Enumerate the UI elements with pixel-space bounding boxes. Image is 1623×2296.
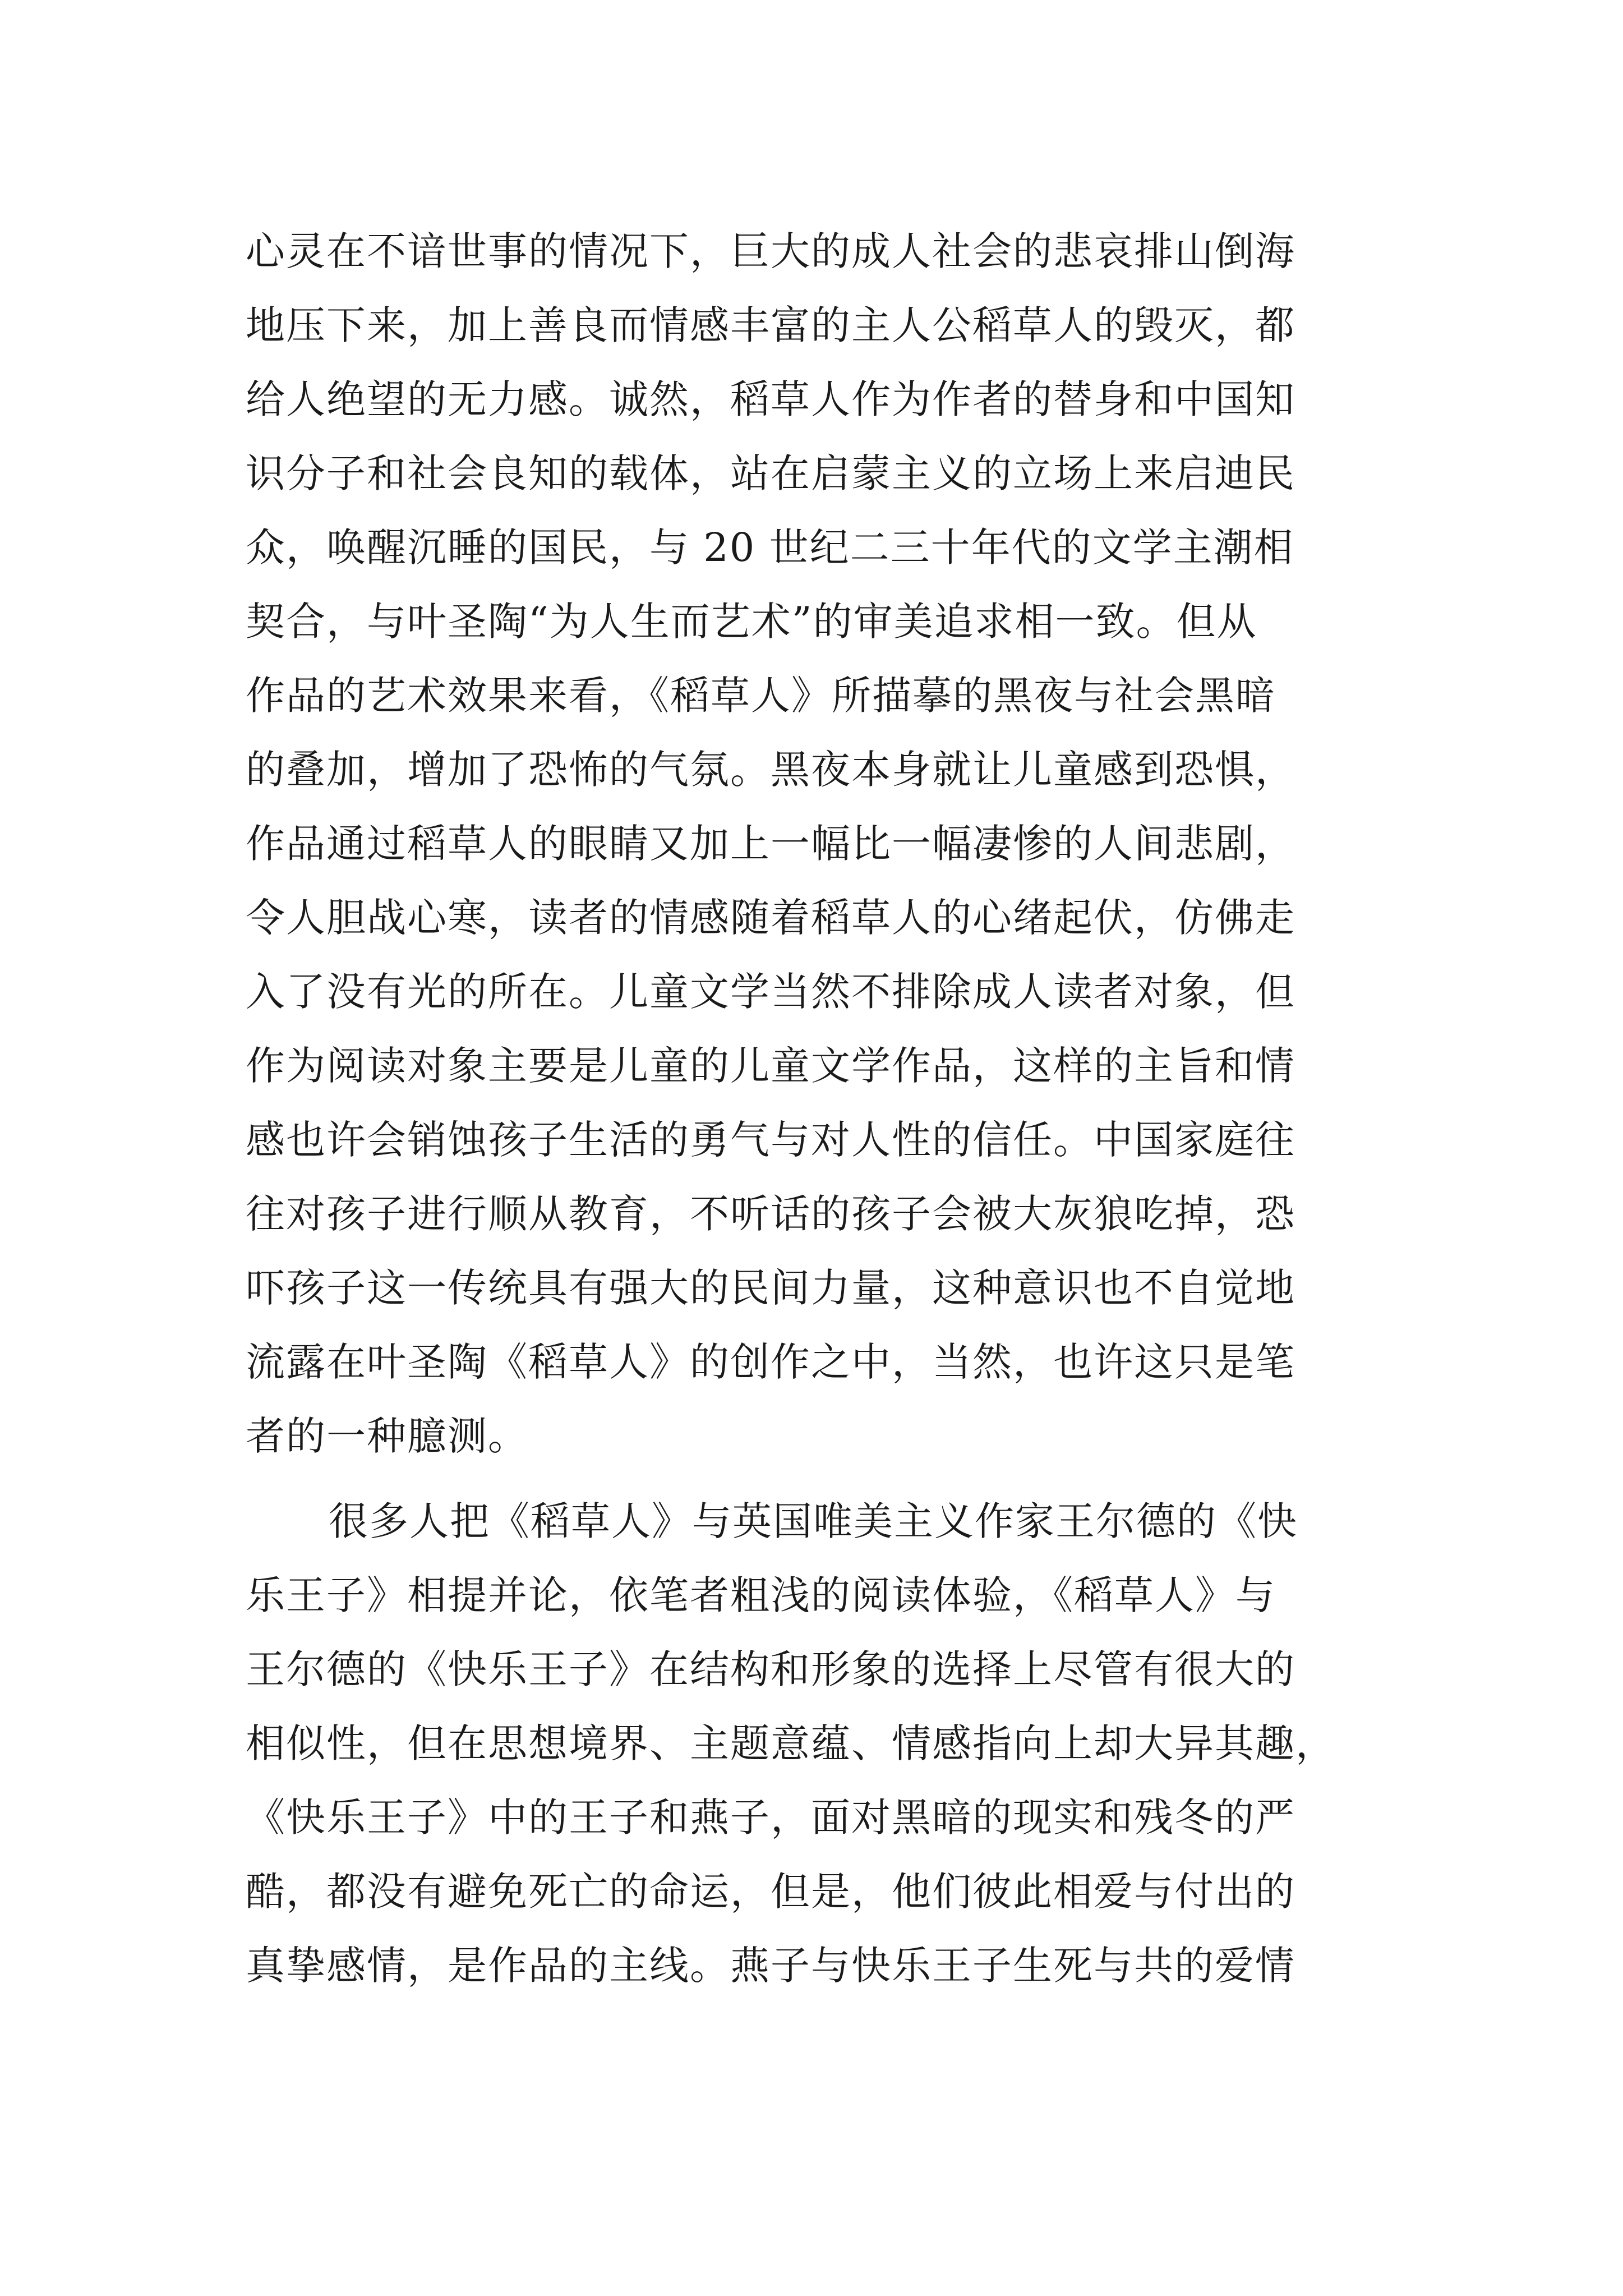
text-line: 吓孩子这一传统具有强大的民间力量，这种意识也不自觉地: [246, 1265, 1295, 1311]
paragraph-gap: [246, 1473, 1390, 1484]
text-line: 乐王子》相提并论，依笔者粗浅的阅读体验，《稻草人》与: [246, 1572, 1276, 1618]
text-line: 酷，都没有避免死亡的命运，但是，他们彼此相爱与付出的: [246, 1869, 1295, 1915]
text-line: 给人绝望的无力感。诚然，稻草人作为作者的替身和中国知: [246, 376, 1295, 422]
paragraph-2: [246, 1484, 1390, 2003]
text-line: 真挚感情，是作品的主线。燕子与快乐王子生死与共的爱情: [246, 1943, 1295, 1989]
paragraph-1: [246, 214, 1390, 1473]
text-line: 入了没有光的所在。儿童文学当然不排除成人读者对象，但: [246, 969, 1295, 1015]
text-line: 作品的艺术效果来看，《稻草人》所描摹的黑夜与社会黑暗: [246, 673, 1276, 719]
text-line: 地压下来，加上善良而情感丰富的主人公稻草人的毁灭，都: [246, 302, 1295, 348]
text-line: 众，唤醒沉睡的国民，与 20 世纪二三十年代的文学主潮相: [246, 524, 1294, 570]
text-line: 很多人把《稻草人》与英国唯美主义作家王尔德的《快: [329, 1498, 1298, 1544]
text-line: 的叠加，增加了恐怖的气氛。黑夜本身就让儿童感到恐惧，: [246, 747, 1295, 793]
text-line: 流露在叶圣陶《稻草人》的创作之中，当然，也许这只是笔: [246, 1339, 1295, 1385]
text-line: 往对孩子进行顺从教育，不听话的孩子会被大灰狼吃掉，恐: [246, 1191, 1295, 1237]
text-line: 者的一种臆测。: [246, 1413, 528, 1459]
text-line: 感也许会销蚀孩子生活的勇气与对人性的信任。中国家庭往: [246, 1117, 1295, 1163]
body-text: [246, 214, 1390, 2003]
text-line: 王尔德的《快乐王子》在结构和形象的选择上尽管有很大的: [246, 1646, 1295, 1692]
text-line: 识分子和社会良知的载体，站在启蒙主义的立场上来启迪民: [246, 450, 1295, 496]
text-line: 相似性，但在思想境界、主题意蕴、情感指向上却大异其趣，: [246, 1720, 1336, 1766]
text-line: 契合，与叶圣陶“为人生而艺术”的审美追求相一致。但从: [246, 599, 1257, 645]
text-line: 令人胆战心寒，读者的情感随着稻草人的心绪起伏，仿佛走: [246, 895, 1295, 941]
text-line: 《快乐王子》中的王子和燕子，面对黑暗的现实和残冬的严: [246, 1795, 1295, 1841]
text-line: 心灵在不谙世事的情况下，巨大的成人社会的悲哀排山倒海: [246, 228, 1295, 274]
text-line: 作为阅读对象主要是儿童的儿童文学作品，这样的主旨和情: [246, 1043, 1295, 1089]
text-line: 作品通过稻草人的眼睛又加上一幅比一幅凄惨的人间悲剧，: [246, 821, 1295, 867]
